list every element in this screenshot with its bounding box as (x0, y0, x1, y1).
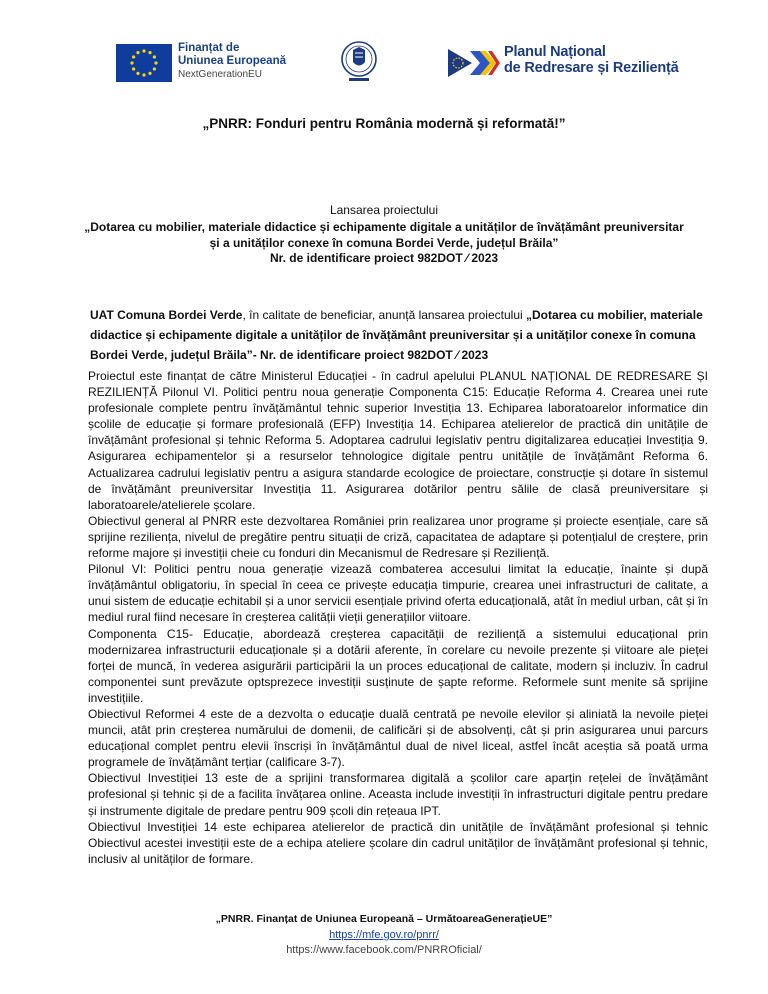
footer-link-mfe[interactable]: https://mfe.gov.ro/pnrr/ (329, 929, 439, 941)
pnrr-logo-icon (446, 45, 500, 81)
pnrr-logo-line1: Planul Național (504, 44, 606, 60)
lead-paragraph (90, 305, 708, 365)
project-id: Nr. de identificare proiect 982DOT ⁄ 2023 (269, 251, 499, 265)
pnrr-logo-text (504, 44, 679, 76)
paragraph: Obiectivul Investiției 13 este de a sprijini transformarea digitală a școlilor care aparțin rețelei de învățământ profesional și tehnic și de a facilita învățarea online. Aceasta include investiții în infrastructuri digitale pentru predare și instrumente digitale de predare pentru 909 școli din rețeaua IPT. (88, 771, 708, 818)
paragraph: Proiectul este finanțat de către Ministerul Educației - în cadrul apelului PLANUL NAȚIONAL DE REDRESARE ȘI REZILIENȚĂ Pilonul VI. Politici pentru noua generație Componenta C15: Educație Reforma 4. Crearea unei rute profesionale complete pentru învățământul tehnic superior Investiția 13. Echiparea laboratoarelor informatice din școlile de educație și formare profesională (EFP) Investiția 14. Echiparea atelierelor de practică din unitățile de învățământ profesional și tehnic Reforma 5. Adoptarea cadrului legislativ pentru digitalizarea educației Investiția 9. Asigurarea echipamentelor și a resurselor tehnologice digitale pentru unitățile de învățământ Reforma 6. Actualizarea cadrului legislativ pentru a asigura standarde ecologice de proiectare, construcție și dotare în sistemul de învățământ preuniversitar Investiția 11. Asigurarea dotărilor pentru sălile de clasă preuniversitare și laboratoarele/atelierele școlare. (88, 369, 708, 512)
eu-logo-line3: NextGenerationEU (178, 69, 262, 80)
lead-bold-start: UAT Comuna Bordei Verde (90, 308, 243, 322)
eu-star (136, 51, 139, 54)
eu-flag-icon (116, 44, 172, 82)
eu-star (132, 55, 135, 58)
paragraph: Componenta C15- Educație, abordează creșterea capacității de reziliență a sistemului educațional prin modernizarea infrastructurii educaționale și a dotării aferente, în corelare cu nevoile prezente și viitoare ale pieței forței de muncă, în vederea asigurării participării la un proces educațional de calitate, modern și incluziv. În cadrul componentei sunt prevăzute optsprezece investiții susținute de șapte reforme. Reformele sunt menite să sprijine investițiile. (88, 626, 708, 705)
slogan: „PNRR: Fonduri pentru România modernă și reformată!” (202, 116, 566, 131)
pnrr-logo-line2: de Redresare și Reziliență (504, 60, 679, 76)
eu-logo-line1: Finanțat de (178, 42, 240, 54)
eu-star (132, 67, 135, 70)
launch-heading: Lansarea proiectului (329, 203, 439, 217)
eu-logo-line2: Uniunea Europeană (178, 55, 286, 67)
eu-star (148, 51, 151, 54)
footer-link-facebook[interactable]: https://www.facebook.com/PNRROficial/ (286, 944, 482, 956)
eu-star (154, 61, 157, 64)
body-text (88, 368, 708, 867)
lead-normal: , în calitate de beneficiar, anunță lansarea proiectului (242, 308, 526, 322)
eu-star (130, 61, 133, 64)
eu-star (142, 49, 145, 52)
paragraph: Obiectivul general al PNRR este dezvoltarea României prin realizarea unor programe și proiecte esențiale, care să sprijine reziliența, nivelul de pregătire pentru situații de criză, capacitatea de adaptare și potențialul de creștere, prin reforme majore și investiții cheie cu fonduri din Mecanismul de Redresare și Reziliență. (88, 513, 708, 561)
lead-bold-end: „Dotarea cu mobilier, materiale didactice și echipamente digitale a unităților de învățământ preuniversitar și a unităților conexe în comuna Bordei Verde, județul Brăila”- Nr. de identificare proiect 982DOT ⁄ 2023 (90, 308, 703, 362)
paragraph: Obiectivul Reformei 4 este de a dezvolta o educație duală centrată pe nevoile elevilor și aliniată la nevoile pieței muncii, atât prin creșterea numărului de domenii, de calificări și de absolvenți, cât și prin asigurarea unui parcurs educațional complet pentru elevii înscriși în învățământul dual de nivel liceal, astfel încât aceștia să poată urma programele de învățământ terțiar (calificare 3-7). (88, 706, 708, 770)
eu-star (153, 67, 156, 70)
eu-funding-logo (178, 42, 286, 81)
eu-star (136, 72, 139, 75)
paragraph: Obiectivul Investiției 14 este echiparea atelierelor de practică din unitățile de învățământ profesional și tehnic Obiectivul acestei investiții este de a echipa ateliere școlare din cadrul unităților de învățământ profesional și tehnic, inclusiv al unităților de formare. (88, 819, 708, 866)
government-seal-icon (340, 38, 378, 84)
paragraph: Pilonul VI: Politici pentru noua generație vizează combaterea accesului limitat la educație, înainte și după învățământul obligatoriu, în special în ceea ce privește educația timpurie, crearea unei infrastructuri de calitate, a unui sistem de educație echitabil și a unor servicii esențiale privind oferta educațională, atât în mediul urban, cât și în mediul rural fiind necesare în creșterea calității vieții generațiilor viitoare. (88, 562, 708, 625)
project-title: „Dotarea cu mobilier, materiale didactice și echipamente digitale a unităților de învățământ preuniversitar și a unităților conexe în comuna Bordei Verde, județul Brăila” (84, 220, 684, 250)
eu-star (142, 73, 145, 76)
eu-star (153, 55, 156, 58)
eu-star (148, 72, 151, 75)
footer-slogan: „PNRR. Finanțat de Uniunea Europeană – UrmătoareaGenerațieUE” (215, 913, 553, 925)
